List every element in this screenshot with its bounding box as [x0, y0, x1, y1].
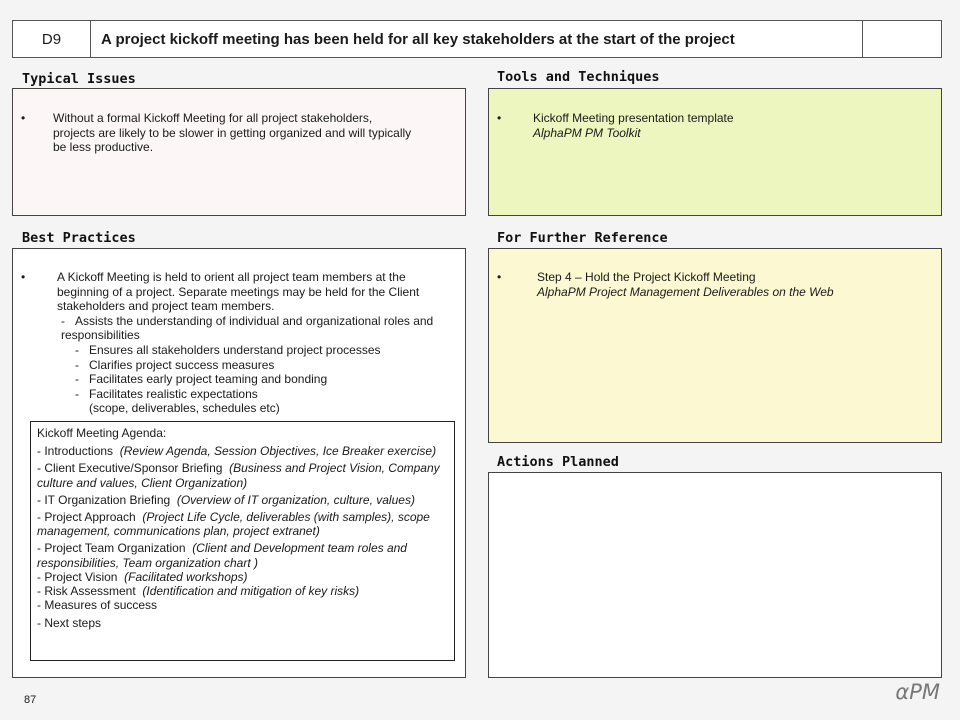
further-reference-bullet — [493, 270, 933, 299]
further-reference-label: For Further Reference — [497, 230, 668, 246]
page-number: 87 — [24, 694, 37, 706]
logo-text: PM — [909, 680, 940, 704]
kickoff-agenda-box — [30, 421, 455, 661]
alphapm-logo — [895, 680, 940, 704]
page-title: A project kickoff meeting has been held for all key stakeholders at the start of the project — [91, 21, 863, 57]
agenda-item: - Introductions (Review Agenda, Session Objectives, Ice Breaker exercise) — [37, 444, 437, 459]
header-blank-cell — [863, 21, 941, 57]
further-reference-box — [488, 248, 942, 443]
bullet-glyph: • — [21, 270, 26, 284]
agenda-item: - Next steps — [37, 616, 102, 631]
list-item: - Clarifies project success measures — [75, 357, 275, 372]
agenda-title: Kickoff Meeting Agenda: — [37, 426, 167, 440]
bullet-glyph: • — [497, 270, 502, 284]
list-item: - Facilitates realistic expectations — [75, 386, 258, 401]
bullet-glyph: • — [21, 111, 26, 125]
further-reference-item-main: Step 4 – Hold the Project Kickoff Meeting — [537, 270, 756, 284]
list-item: - Ensures all stakeholders understand project processes — [75, 342, 381, 357]
tools-item-sub: AlphaPM PM Toolkit — [533, 125, 641, 140]
list-item: - Facilitates early project teaming and bonding — [75, 372, 328, 387]
document-code: D9 — [13, 21, 91, 57]
agenda-item: - IT Organization Briefing (Overview of IT organization, culture, values) — [37, 492, 415, 507]
further-reference-item-sub: AlphaPM Project Management Deliverables on the Web — [537, 284, 834, 299]
tools-item-main: Kickoff Meeting presentation template — [533, 111, 734, 125]
best-practices-sub-first: - Assists the understanding of individual and organizational roles and responsibilities — [61, 313, 434, 343]
list-item-note: (scope, deliverables, schedules etc) — [89, 401, 280, 416]
typical-issues-label: Typical Issues — [22, 71, 136, 87]
typical-issues-text: Without a formal Kickoff Meeting for all project stakeholders, projects are likely to be slower in getting organized and will typically be less productive. — [53, 111, 412, 155]
actions-planned-box[interactable] — [488, 472, 942, 678]
typical-issues-bullet — [17, 111, 457, 155]
agenda-item: - Risk Assessment (Identification and mitigation of key risks) — [37, 584, 360, 599]
agenda-item: - Project Vision (Facilitated workshops) — [37, 569, 248, 584]
tools-box — [488, 88, 942, 216]
typical-issues-box — [12, 88, 466, 216]
actions-planned-label: Actions Planned — [497, 454, 619, 470]
best-practices-bullet — [17, 270, 457, 314]
logo-alpha: α — [895, 680, 910, 704]
agenda-item: - Project Team Organization (Client and Development team roles and responsibilities, Team organization chart ) — [37, 541, 407, 570]
agenda-item: - Measures of success — [37, 598, 158, 613]
agenda-item: - Project Approach (Project Life Cycle, deliverables (with samples), scope management, communications plan, project extranet) — [37, 510, 430, 539]
best-practices-intro: A Kickoff Meeting is held to orient all project team members at the beginning of a project. Separate meetings may be held for the Client stakeholders and project team members. — [57, 270, 420, 314]
bullet-glyph: • — [497, 111, 502, 125]
header-bar — [12, 20, 942, 58]
best-practices-sub-list — [75, 343, 457, 416]
agenda-item: - Client Executive/Sponsor Briefing (Business and Project Vision, Company culture and values, Client Organization) — [37, 461, 440, 490]
best-practices-label: Best Practices — [22, 230, 136, 246]
tools-bullet — [493, 111, 933, 140]
tools-label: Tools and Techniques — [497, 69, 660, 85]
